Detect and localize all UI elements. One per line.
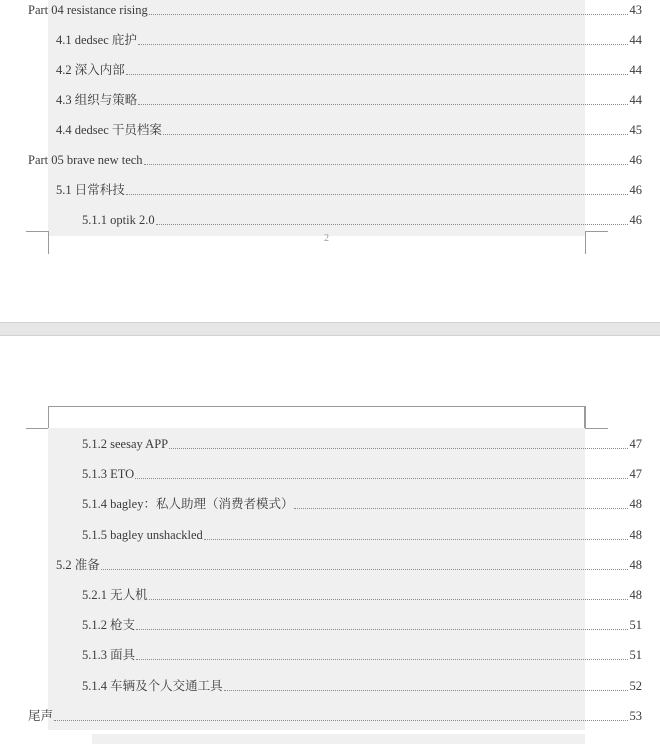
toc-entry-page-number: 48 bbox=[629, 557, 642, 572]
toc-dot-leader bbox=[138, 44, 628, 45]
document-page-3 bbox=[0, 336, 660, 744]
toc-entry-page-number: 46 bbox=[629, 183, 642, 197]
header-area bbox=[48, 406, 585, 428]
toc-entry-page-number: 51 bbox=[629, 648, 642, 663]
toc-dot-leader bbox=[144, 164, 628, 165]
toc-dot-leader bbox=[136, 659, 627, 660]
toc-entry-page-number: 45 bbox=[629, 123, 642, 137]
crop-mark-bottom-right bbox=[585, 231, 608, 254]
toc-dot-leader bbox=[163, 134, 628, 135]
toc-dot-leader bbox=[54, 720, 627, 721]
toc-entry-title[interactable]: 5.1 日常科技 bbox=[56, 183, 125, 197]
toc-entry-page-number: 46 bbox=[629, 153, 642, 167]
toc-entry-title[interactable]: Part 04 resistance rising bbox=[28, 3, 148, 17]
toc-entry-title[interactable]: 5.1.3 面具 bbox=[82, 648, 136, 663]
page-gap bbox=[0, 322, 660, 336]
toc-entry[interactable] bbox=[82, 434, 642, 454]
toc-entry-page-number: 48 bbox=[629, 497, 642, 512]
crop-mark-bottom-left bbox=[26, 231, 49, 254]
toc-entry[interactable] bbox=[82, 464, 642, 484]
toc-entry[interactable] bbox=[28, 0, 642, 20]
toc-entry[interactable] bbox=[82, 585, 642, 605]
toc-dot-leader bbox=[156, 224, 628, 225]
toc-entry[interactable] bbox=[56, 90, 642, 110]
toc-entry-page-number: 44 bbox=[629, 93, 642, 107]
toc-dot-leader bbox=[136, 629, 627, 630]
toc-dot-leader bbox=[126, 74, 628, 75]
toc-entry-page-number: 51 bbox=[629, 618, 642, 633]
toc-entry-title[interactable]: 5.1.2 seesay APP bbox=[82, 437, 169, 451]
toc-entry[interactable] bbox=[82, 525, 642, 545]
toc-entry-title[interactable]: 5.1.3 ETO bbox=[82, 467, 135, 482]
toc-entry[interactable] bbox=[82, 615, 642, 635]
toc-entry[interactable] bbox=[56, 180, 642, 200]
toc-dot-leader bbox=[294, 508, 627, 509]
toc-entry[interactable] bbox=[28, 706, 642, 726]
toc-dot-leader bbox=[138, 104, 627, 105]
toc-dot-leader bbox=[149, 14, 628, 15]
toc-entry-title[interactable]: 4.2 深入内部 bbox=[56, 63, 125, 77]
crop-mark-top-right bbox=[585, 406, 608, 429]
toc-entry-title[interactable]: 5.2 准备 bbox=[56, 557, 100, 572]
toc-entry-title[interactable]: 4.4 dedsec 干员档案 bbox=[56, 123, 162, 137]
toc-entry-page-number: 46 bbox=[629, 213, 642, 227]
toc-entry-title[interactable]: 5.1.5 bagley unshackled bbox=[82, 527, 203, 542]
toc-dot-leader bbox=[169, 448, 627, 449]
toc-entry-page-number: 47 bbox=[629, 437, 642, 451]
toc-entry-page-number: 44 bbox=[629, 63, 642, 77]
toc-entry-title[interactable]: 4.3 组织与策略 bbox=[56, 93, 138, 107]
toc-entry-page-number: 52 bbox=[629, 678, 642, 693]
footer-page-number: 2 bbox=[324, 233, 329, 244]
toc-entry-title[interactable]: 5.1.4 车辆及个人交通工具 bbox=[82, 678, 223, 693]
toc-field-bottom-tail bbox=[92, 734, 585, 744]
toc-entry[interactable] bbox=[82, 210, 642, 230]
toc-dot-leader bbox=[224, 690, 628, 691]
document-page-2 bbox=[0, 0, 660, 322]
toc-entry[interactable] bbox=[28, 150, 642, 170]
toc-entry-page-number: 47 bbox=[629, 467, 642, 482]
toc-entry[interactable] bbox=[56, 120, 642, 140]
toc-entry[interactable] bbox=[82, 494, 642, 514]
toc-entry-page-number: 48 bbox=[629, 527, 642, 542]
toc-entry-title[interactable]: Part 05 brave new tech bbox=[28, 153, 143, 167]
toc-entry[interactable] bbox=[82, 676, 642, 696]
toc-entry-title[interactable]: 5.1.2 枪支 bbox=[82, 618, 136, 633]
toc-entry[interactable] bbox=[56, 60, 642, 80]
toc-entry-page-number: 48 bbox=[629, 588, 642, 602]
toc-dot-leader bbox=[101, 569, 628, 570]
toc-dot-leader bbox=[126, 194, 628, 195]
toc-entry[interactable] bbox=[56, 30, 642, 50]
toc-dot-leader bbox=[204, 539, 628, 540]
toc-entry-title[interactable]: 5.1.1 optik 2.0 bbox=[82, 213, 155, 227]
toc-entry-title[interactable]: 4.1 dedsec 庇护 bbox=[56, 33, 137, 47]
toc-entry-title[interactable]: 尾声 bbox=[28, 708, 54, 723]
toc-dot-leader bbox=[135, 478, 627, 479]
toc-entry-title[interactable]: 5.2.1 无人机 bbox=[82, 588, 148, 602]
toc-entry-title[interactable]: 5.1.4 bagley：私人助理（消费者模式） bbox=[82, 497, 294, 512]
crop-mark-top-left bbox=[26, 406, 49, 429]
toc-entry[interactable] bbox=[82, 645, 642, 665]
toc-entry-page-number: 43 bbox=[629, 3, 642, 17]
toc-dot-leader bbox=[149, 599, 628, 600]
toc-entry-page-number: 44 bbox=[629, 33, 642, 47]
toc-entry[interactable] bbox=[56, 555, 642, 575]
toc-entry-page-number: 53 bbox=[629, 708, 642, 723]
